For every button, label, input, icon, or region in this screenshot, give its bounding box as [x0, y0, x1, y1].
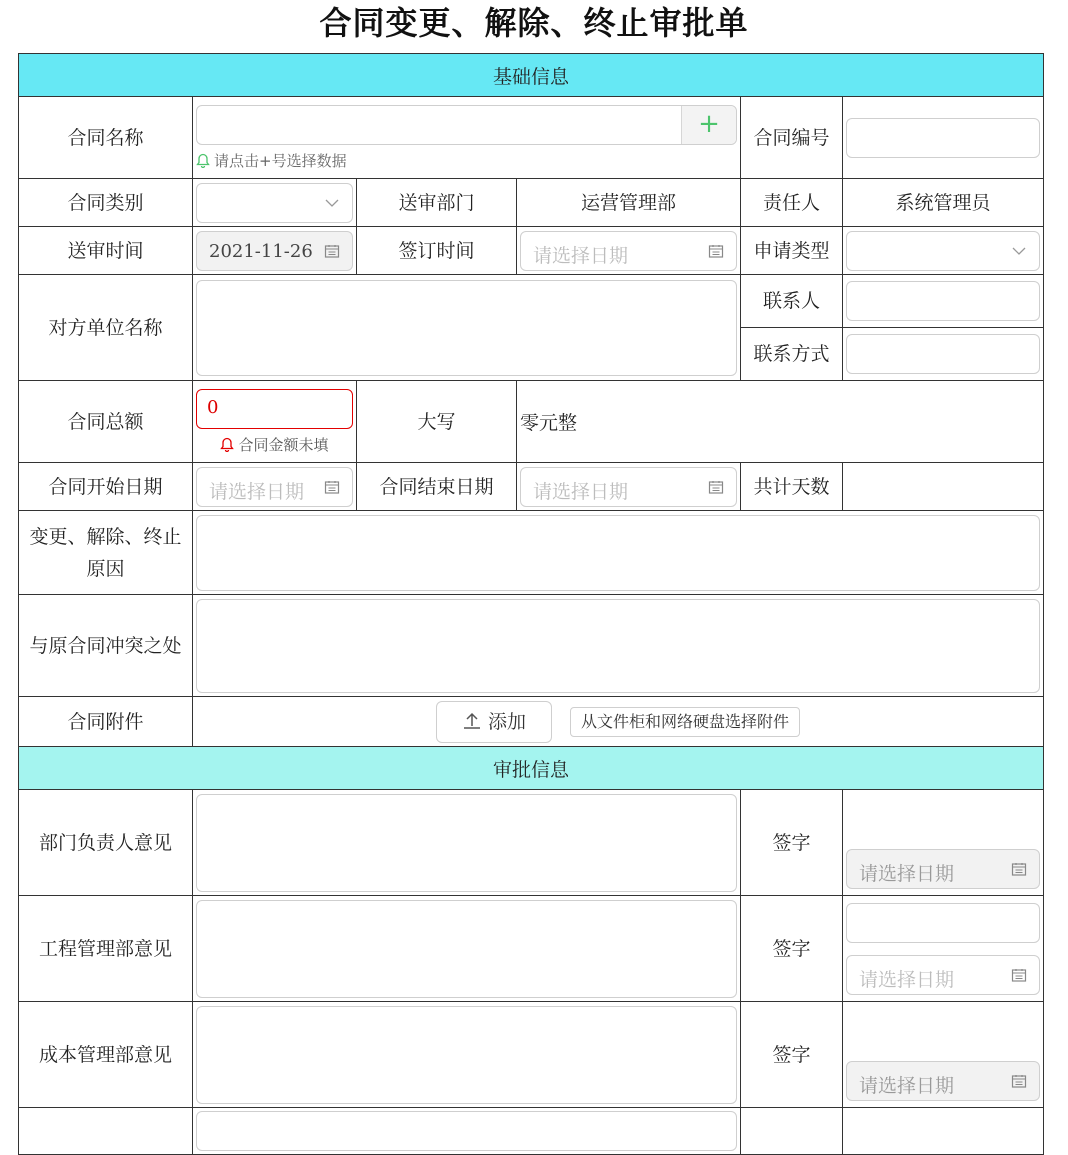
contract-name-label: 合同名称	[19, 97, 193, 179]
total-days-label: 共计天数	[741, 463, 843, 511]
pick-attachment-button[interactable]: 从文件柜和网络硬盘选择附件	[570, 707, 800, 737]
calendar-icon	[1011, 862, 1027, 876]
contract-no-input[interactable]	[846, 118, 1040, 158]
conflict-label: 与原合同冲突之处	[19, 595, 193, 697]
bell-icon	[220, 437, 234, 452]
contact-method-label: 联系方式	[741, 328, 843, 381]
next-row-date	[843, 1108, 1044, 1155]
submit-time-label: 送审时间	[19, 227, 193, 275]
total-days-value	[843, 463, 1044, 511]
attachment-label: 合同附件	[19, 697, 193, 747]
contract-name-input[interactable]	[196, 105, 737, 145]
counterparty-input[interactable]	[196, 280, 737, 376]
dept-head-sign-label: 签字	[741, 790, 843, 896]
approval-form	[18, 53, 1044, 1155]
calendar-icon	[324, 244, 340, 258]
calendar-icon	[708, 244, 724, 258]
next-opinion-input[interactable]	[196, 1111, 737, 1151]
contract-type-label: 合同类别	[19, 179, 193, 227]
chevron-down-icon	[1011, 244, 1027, 258]
uppercase-label: 大写	[357, 381, 517, 463]
bell-icon	[196, 153, 210, 168]
total-amount-input[interactable]	[196, 389, 353, 429]
engineering-date-placeholder: 请选择日期	[859, 968, 955, 991]
cost-sign-label: 签字	[741, 1002, 843, 1108]
reason-input[interactable]	[196, 515, 1040, 591]
start-date-field[interactable]	[196, 467, 353, 507]
contact-input[interactable]	[846, 281, 1040, 321]
total-amount-error-text: 合同金额未填	[238, 435, 329, 454]
engineering-opinion-input[interactable]	[196, 900, 737, 998]
add-attachment-button[interactable]	[436, 701, 552, 743]
reason-label: 变更、解除、终止原因	[19, 511, 193, 595]
section-basic-info: 基础信息	[19, 54, 1044, 97]
total-amount-error	[196, 434, 353, 455]
contract-name-hint-text: 请点击+号选择数据	[214, 151, 347, 170]
contact-method-input[interactable]	[846, 334, 1040, 374]
engineering-opinion-label: 工程管理部意见	[19, 896, 193, 1002]
submit-dept-label: 送审部门	[357, 179, 517, 227]
end-date-field[interactable]	[520, 467, 737, 507]
calendar-icon	[1011, 968, 1027, 982]
apply-type-label: 申请类型	[741, 227, 843, 275]
total-amount-label: 合同总额	[19, 381, 193, 463]
section-approval-info: 审批信息	[19, 747, 1044, 790]
uppercase-value: 零元整	[517, 381, 1044, 463]
engineering-sign-input[interactable]	[846, 903, 1040, 943]
start-date-placeholder: 请选择日期	[209, 480, 305, 503]
page-title: 合同变更、解除、终止审批单	[319, 4, 749, 42]
chevron-down-icon	[324, 196, 340, 210]
cost-opinion-label: 成本管理部意见	[19, 1002, 193, 1108]
contract-no-label: 合同编号	[741, 97, 843, 179]
select-contract-button[interactable]	[681, 106, 736, 144]
dept-head-opinion-input[interactable]	[196, 794, 737, 892]
sign-time-placeholder: 请选择日期	[533, 244, 629, 267]
cost-date-field[interactable]	[846, 1061, 1040, 1101]
engineering-date-field[interactable]	[846, 955, 1040, 995]
end-date-label: 合同结束日期	[357, 463, 517, 511]
plus-icon: +	[698, 108, 720, 139]
sign-time-label: 签订时间	[357, 227, 517, 275]
start-date-label: 合同开始日期	[19, 463, 193, 511]
upload-icon	[462, 711, 482, 731]
responsible-label: 责任人	[741, 179, 843, 227]
engineering-sign-label: 签字	[741, 896, 843, 1002]
conflict-input[interactable]	[196, 599, 1040, 693]
contract-type-select[interactable]	[196, 183, 353, 223]
calendar-icon	[708, 480, 724, 494]
dept-head-opinion-label: 部门负责人意见	[19, 790, 193, 896]
dept-head-date-field[interactable]	[846, 849, 1040, 889]
end-date-placeholder: 请选择日期	[533, 480, 629, 503]
cost-opinion-input[interactable]	[196, 1006, 737, 1104]
cost-date-placeholder: 请选择日期	[859, 1075, 955, 1097]
total-amount-value: 0	[207, 396, 219, 418]
counterparty-label: 对方单位名称	[19, 275, 193, 381]
calendar-icon	[324, 480, 340, 494]
sign-time-field[interactable]	[520, 231, 737, 271]
add-attachment-label: 添加	[487, 710, 526, 733]
contact-label: 联系人	[741, 275, 843, 328]
next-row-sign	[741, 1108, 843, 1155]
next-row-label	[19, 1108, 193, 1155]
submit-time-value: 2021-11-26	[209, 240, 313, 262]
dept-head-date-placeholder: 请选择日期	[859, 863, 955, 885]
responsible-value: 系统管理员	[843, 179, 1044, 227]
calendar-icon	[1011, 1074, 1027, 1088]
submit-dept-value: 运营管理部	[517, 179, 741, 227]
contract-name-hint	[196, 150, 737, 171]
apply-type-select[interactable]	[846, 231, 1040, 271]
submit-time-field[interactable]	[196, 231, 353, 271]
